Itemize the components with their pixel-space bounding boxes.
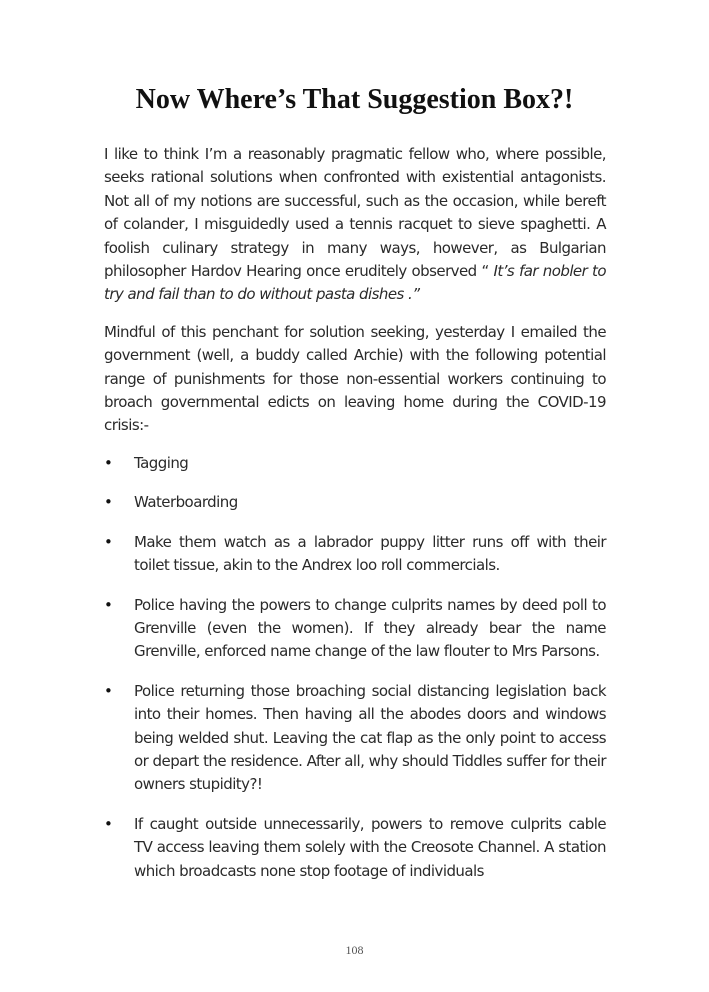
bullet-icon: •: [104, 493, 113, 512]
page-number: 108: [345, 943, 364, 957]
chapter-title: Now Where’s That Suggestion Box?!: [135, 84, 574, 115]
paragraph-intro-text: I like to think I’m a reasonably pragmatic fellow who, where possible, seeks rational solutions when confronted with existential antagonists. Not all of my notions are successful, such as the occasion, while bereft of colander, I misguidedly used a tennis racquet to sieve spaghetti. A foolish culinary strategy in many ways, however, as Bulgarian philosopher Hardov Hearing once eruditely observed “: [104, 145, 606, 281]
paragraph-intro: [104, 143, 606, 307]
list-item-text: Make them watch as a labrador puppy litter runs off with their toilet tissue, akin to the Andrex loo roll commercials.: [134, 532, 606, 575]
list-item: [104, 680, 606, 797]
bullet-icon: •: [104, 595, 113, 614]
list-item-text: If caught outside unnecessarily, powers to remove culprits cable TV access leaving them solely with the Creosote Channel. A station which broadcasts none stop footage of individuals: [134, 814, 606, 880]
list-item-text: Waterboarding: [134, 493, 238, 512]
bullet-icon: •: [104, 814, 113, 833]
list-item: [104, 813, 606, 883]
philosopher-quote: It’s far nobler to try and fail than to do without pasta dishes .”: [104, 262, 606, 304]
bullet-icon: •: [104, 453, 113, 472]
list-item: [104, 452, 606, 475]
paragraph-solutions: Mindful of this penchant for solution seeking, yesterday I emailed the government (well, a buddy called Archie) with the following potential range of punishments for those non-essential workers continuing to broach governmental edicts on leaving home during the COVID-19 crisis:-: [104, 322, 606, 435]
punishments-list: [104, 452, 606, 883]
list-item: [104, 491, 606, 514]
list-item: [104, 531, 606, 578]
bullet-icon: •: [104, 532, 113, 551]
body-text: [104, 143, 606, 899]
list-item-text: Tagging: [134, 453, 189, 472]
list-item: [104, 594, 606, 664]
bullet-icon: •: [104, 681, 113, 700]
list-item-text: Police having the powers to change culprits names by deed poll to Grenville (even the women). If they already bear the name Grenville, enforced name change of the law flouter to Mrs Parsons.: [134, 595, 606, 661]
list-item-text: Police returning those broaching social distancing legislation back into their homes. Then having all the abodes doors and windows being welded shut. Leaving the cat flap as the only point to access or depart the residence. After all, why should Tiddles suffer for their owners stupidity?!: [134, 681, 606, 794]
